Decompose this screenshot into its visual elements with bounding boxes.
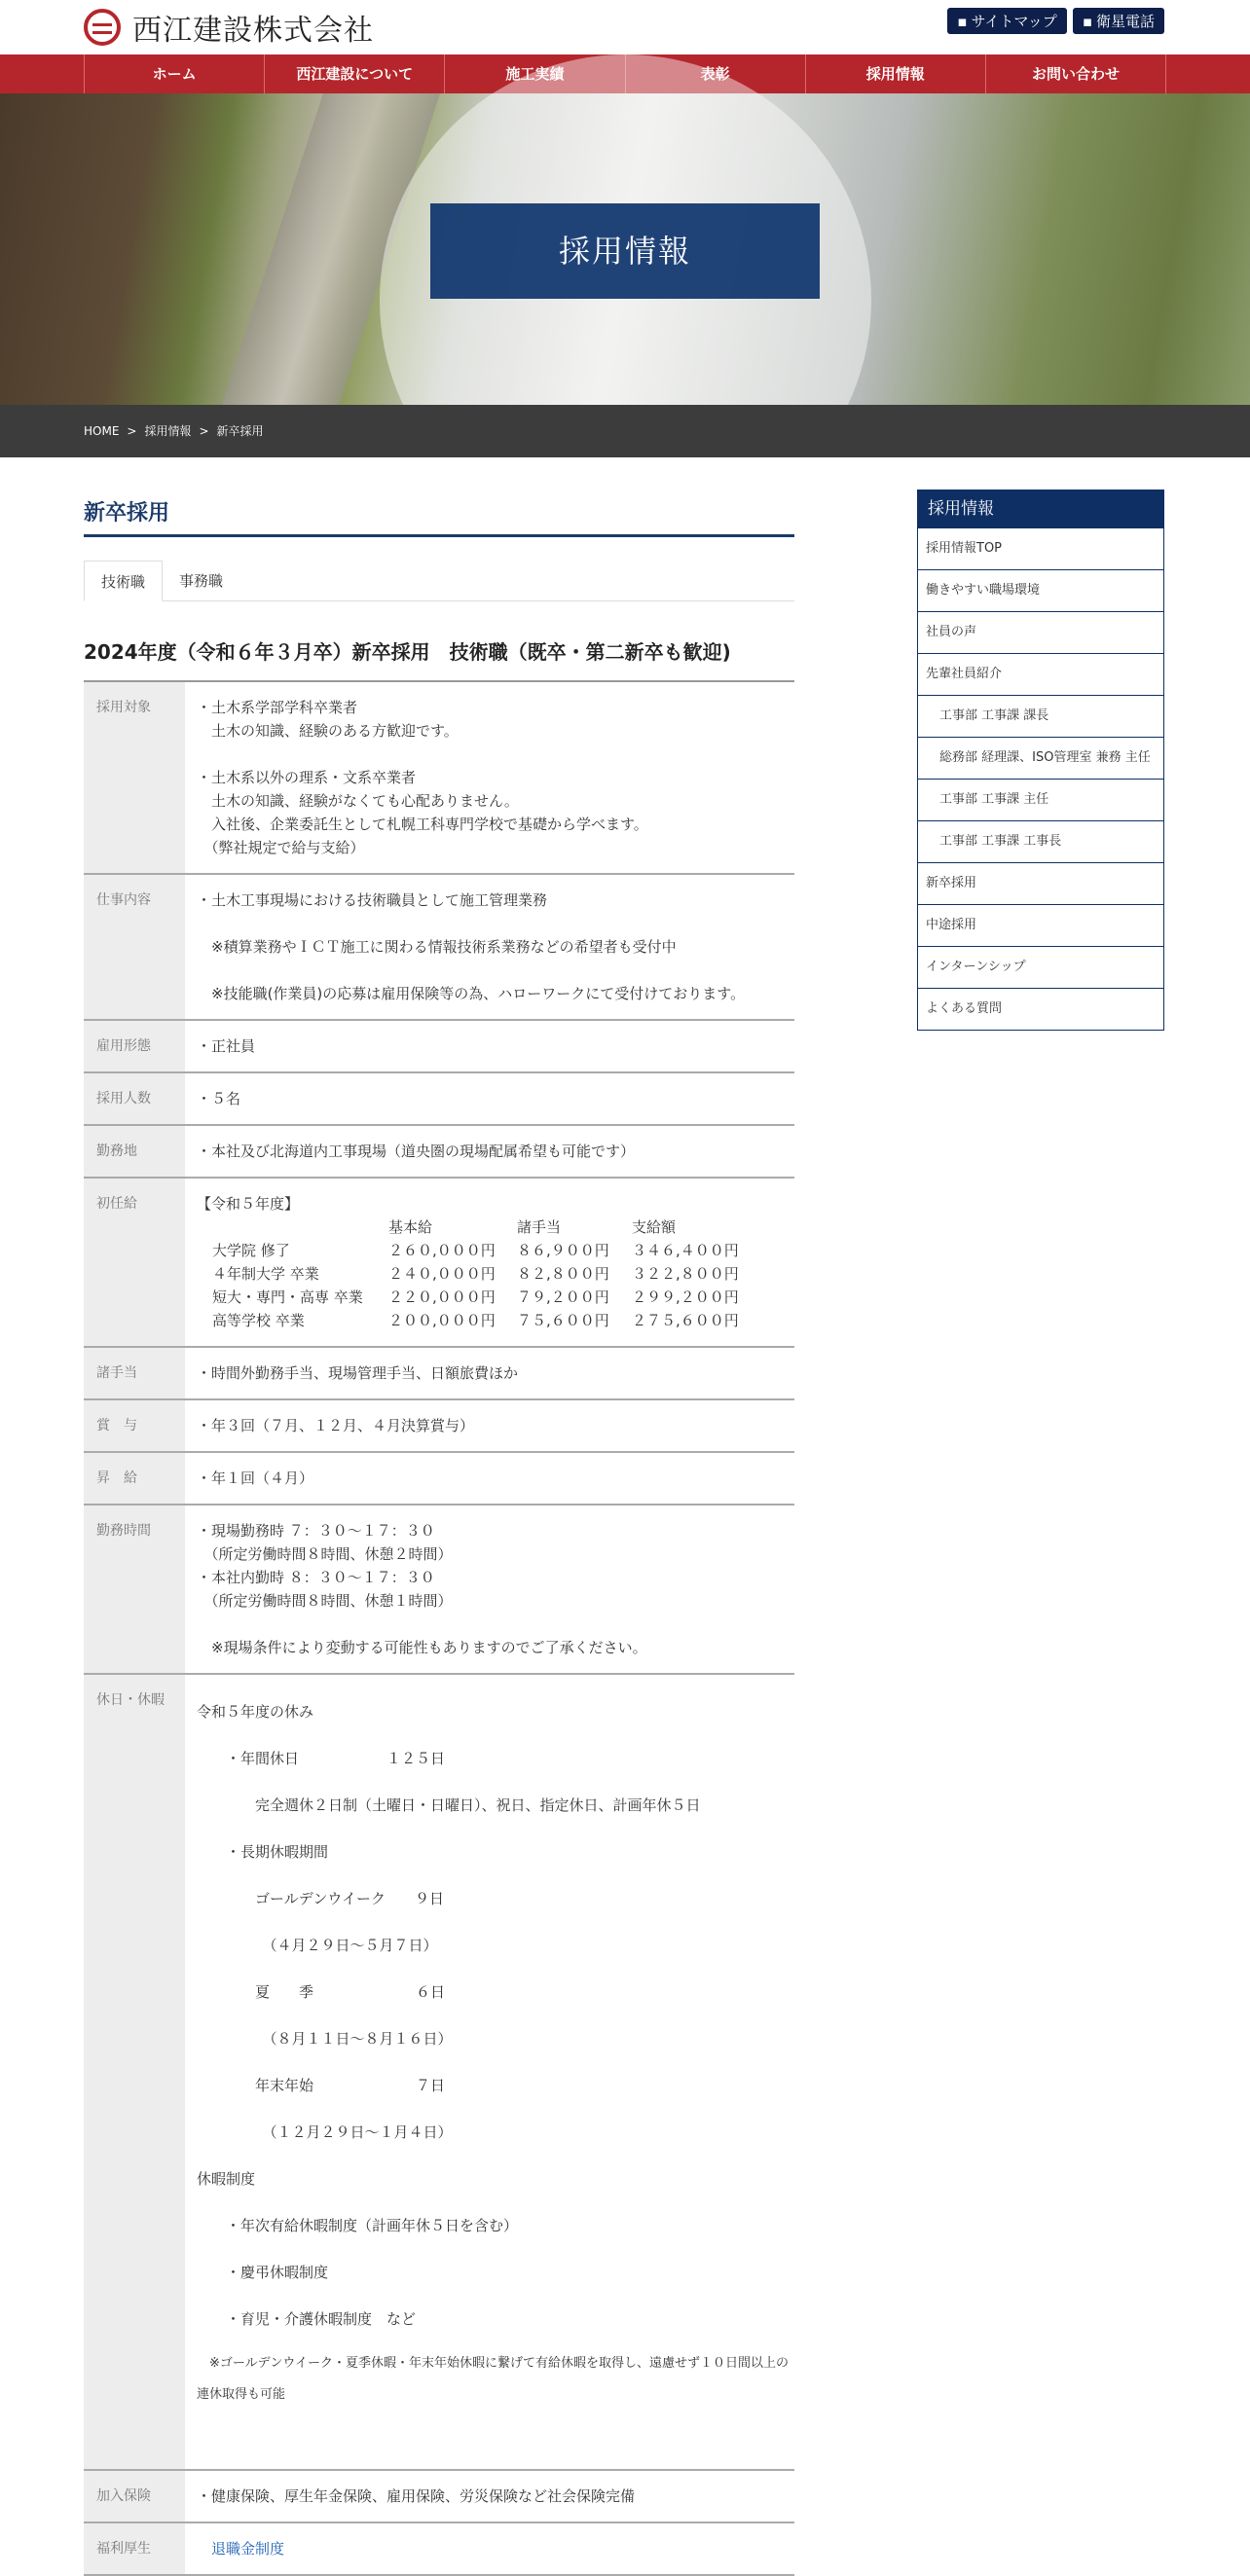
breadcrumb-recruit[interactable]: 採用情報 (144, 424, 192, 438)
nav-about[interactable]: 西江建設について (265, 54, 445, 93)
site-logo[interactable] (84, 9, 374, 46)
row-value: ・時間外勤務手当、現場管理手当、日額旅費ほか (185, 1347, 794, 1399)
logo-mark-icon (84, 9, 121, 46)
row-label: 初任給 (84, 1178, 185, 1347)
section-title: 2024年度（令和６年３月卒）新卒採用 技術職（既卒・第二新卒も歓迎) (84, 640, 731, 664)
row-value: ・土木系学部学科卒業者 土木の知識、経験のある方歓迎です。 ・土木系以外の理系・文系卒業者 土木の知識、経験がなくても心配ありません。 入社後、企業委託生として札幌工科専門学校で基礎から学べます。 （弊社規定で給与支給） (185, 681, 794, 874)
job-tabs (84, 561, 794, 601)
salary-row: ４年制大学 卒業 ２４０,０００円 ８２,８００円 ３２２,８００円 (212, 1265, 739, 1283)
row-label: 勤務時間 (84, 1505, 185, 1674)
nav-works[interactable]: 施工実績 (445, 54, 625, 93)
row-label: 諸手当 (84, 1347, 185, 1399)
row-label: 仕事内容 (84, 874, 185, 1020)
tab-office[interactable]: 事務職 (179, 572, 224, 590)
sidebar-item-internship[interactable]: インターンシップ (918, 946, 1163, 988)
top-links (947, 8, 1164, 34)
row-label: 雇用形態 (84, 1020, 185, 1072)
row-value: ・正社員 (185, 1020, 794, 1072)
holiday-cell (185, 1674, 794, 2470)
breadcrumb (0, 405, 1250, 457)
salary-row: 短大・専門・高専 卒業 ２２０,０００円 ７９,２００円 ２９９,２００円 (212, 1288, 739, 1306)
nav-recruit[interactable]: 採用情報 (806, 54, 986, 93)
hero-banner (0, 93, 1250, 405)
table-row (84, 1452, 794, 1505)
main-content (84, 457, 794, 2576)
table-row (84, 1347, 794, 1399)
sidebar-item-construction-chief[interactable]: 工事部 工事課 主任 (918, 779, 1163, 820)
sitemap-icon: ▪ (957, 12, 968, 30)
salary-cell (185, 1178, 794, 1347)
sidebar-item-work-environment[interactable]: 働きやすい職場環境 (918, 569, 1163, 611)
salary-row: 大学院 修了 ２６０,０００円 ８６,９００円 ３４６,４００円 (212, 1242, 739, 1259)
nav-home[interactable]: ホーム (85, 54, 265, 93)
table-row (84, 1399, 794, 1452)
table-row (84, 1072, 794, 1125)
breadcrumb-separator: > (127, 424, 137, 438)
table-row (84, 2470, 794, 2522)
phone-icon: ▪ (1082, 12, 1092, 30)
table-row (84, 874, 794, 1020)
row-value: ・年１回（４月） (185, 1452, 794, 1505)
row-value: ・５名 (185, 1072, 794, 1125)
sidebar-title: 採用情報 (918, 490, 1163, 527)
row-label: 加入保険 (84, 2470, 185, 2522)
logo-text: 西江建設株式会社 (132, 14, 374, 48)
row-label: 賞 与 (84, 1399, 185, 1452)
holiday-note: ※ゴールデンウイーク・夏季休暇・年末年始休暇に繋げて有給休暇を取得し、遠慮せず１０日間以上の連休取得も可能 (197, 2356, 789, 2402)
row-value (185, 2522, 794, 2575)
satellite-phone-button[interactable]: ▪ 衛星電話 (1073, 8, 1164, 34)
row-value: ・本社及び北海道内工事現場（道央圏の現場配属希望も可能です） (185, 1125, 794, 1178)
table-row (84, 1178, 794, 1347)
row-label: 昇 給 (84, 1452, 185, 1505)
table-row (84, 1125, 794, 1178)
site-header (0, 0, 1250, 54)
breadcrumb-separator: > (199, 424, 209, 438)
sidebar-item-senior-intro[interactable]: 先輩社員紹介 (918, 653, 1163, 695)
breadcrumb-current: 新卒採用 (216, 424, 264, 438)
salary-row: 高等学校 卒業 ２００,０００円 ７５,６００円 ２７５,６００円 (212, 1312, 739, 1329)
table-row (84, 681, 794, 874)
recruit-sidebar (917, 490, 1164, 1031)
nav-awards[interactable]: 表彰 (626, 54, 806, 93)
breadcrumb-home[interactable]: HOME (84, 424, 120, 438)
row-label: 採用人数 (84, 1072, 185, 1125)
sidebar-item-recruit-top[interactable]: 採用情報TOP (918, 527, 1163, 569)
row-label: 採用対象 (84, 681, 185, 874)
sidebar-item-accounting-chief[interactable]: 総務部 経理課、ISO管理室 兼務 主任 (918, 737, 1163, 779)
table-row (84, 2522, 794, 2575)
sidebar-item-employee-voice[interactable]: 社員の声 (918, 611, 1163, 653)
holiday-list: 令和５年度の休み ・年間休日 １２５日 完全週休２日制（土曜日・日曜日）、祝日、指定休日、計画年休５日 ・長期休暇期間 ゴールデンウイーク ９日 （４月２９日〜５月７日） 夏 季 ６日 （８月１１日〜８月１６日） 年末年始 ７日 （１２月２９日〜１月４日） 休暇制度 ・年次有給休暇制度（計画年休５日を含む） ・慶弔休暇制度 ・育児・介護休暇制度 など (197, 1703, 701, 2328)
retirement-link[interactable]: 退職金制度 (211, 2540, 285, 2558)
recruit-info-table (84, 680, 794, 2576)
row-value: ・年３回（７月、１２月、４月決算賞与） (185, 1399, 794, 1452)
salary-table (197, 1215, 794, 1332)
row-value: ・土木工事現場における技術職員として施工管理業務 ※積算業務やＩＣＴ施工に関わる情報技術系業務などの希望者も受付中 ※技能職(作業員)の応募は雇用保険等の為、ハローワークにて受付けております。 (185, 874, 794, 1020)
hero-title: 採用情報 (558, 233, 691, 270)
sidebar-item-mid-career[interactable]: 中途採用 (918, 904, 1163, 946)
page-title: 新卒採用 (84, 496, 794, 537)
table-row (84, 1020, 794, 1072)
tab-technical[interactable]: 技術職 (84, 561, 163, 601)
row-label: 福利厚生 (84, 2522, 185, 2575)
salary-header-row: 基本給 諸手当 支給額 (388, 1218, 677, 1236)
sidebar-item-new-grad[interactable]: 新卒採用 (918, 862, 1163, 904)
row-label: 勤務地 (84, 1125, 185, 1178)
row-label: 休日・休暇 (84, 1674, 185, 2470)
salary-year: 【令和５年度】 (197, 1195, 300, 1213)
sidebar-item-section-chief[interactable]: 工事部 工事課 課長 (918, 695, 1163, 737)
table-row (84, 1674, 794, 2470)
sidebar-item-faq[interactable]: よくある質問 (918, 988, 1163, 1030)
row-value: ・健康保険、厚生年金保険、雇用保険、労災保険など社会保険完備 (185, 2470, 794, 2522)
table-row (84, 1505, 794, 1674)
nav-contact[interactable]: お問い合わせ (986, 54, 1166, 93)
row-value: ・現場勤務時 ７：３０〜１７：３０ （所定労働時間８時間、休憩２時間） ・本社内勤時 ８：３０〜１７：３０ （所定労働時間８時間、休憩１時間） ※現場条件により変動する可能性もありますのでご了承ください。 (185, 1505, 794, 1674)
sitemap-button[interactable]: ▪ サイトマップ (947, 8, 1067, 34)
sidebar-item-construction-foreman[interactable]: 工事部 工事課 工事長 (918, 820, 1163, 862)
